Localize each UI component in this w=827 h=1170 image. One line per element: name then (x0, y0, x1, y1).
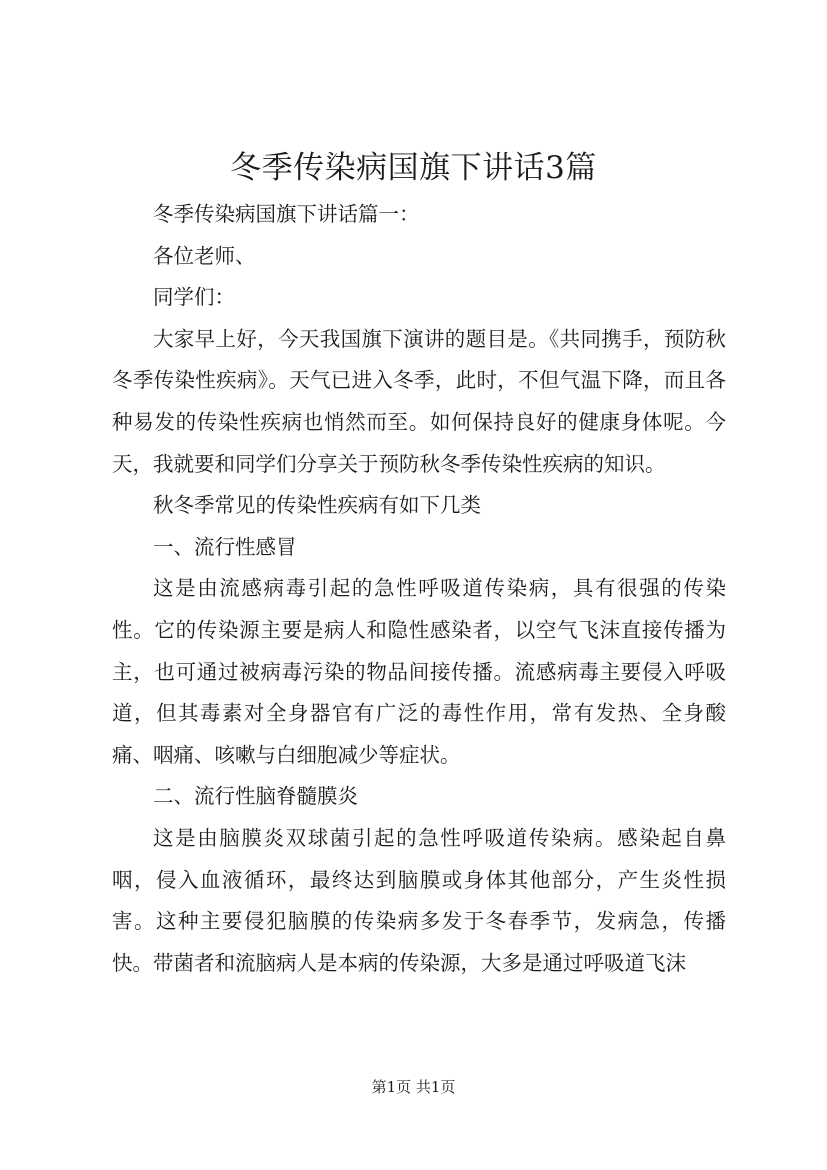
document-title: 冬季传染病国旗下讲话3篇 (230, 150, 597, 186)
document-body (112, 194, 726, 984)
heading-meningitis: 二、流行性脑脊髓膜炎 (153, 784, 358, 809)
page-footer: 第1页 共1页 (371, 1078, 456, 1096)
paragraph-section-heading: 冬季传染病国旗下讲话篇一： (153, 202, 420, 226)
paragraph-salutation-students: 同学们： (153, 285, 235, 310)
paragraph-salutation-teachers: 各位老师、 (153, 243, 256, 268)
paragraph-intro: 大家早上好，今天我国旗下演讲的题目是。《共同携手，预防秋冬季传染性疾病》。天气已进入冬季，此时，不但气温下降，而且各种易发的传染性疾病也悄然而至。如何保持良好的健康身体呢。今天，我就要和同学们分享关于预防秋冬季传染性疾病的知识。 (112, 326, 726, 476)
paragraph-categories-lead: 秋冬季常见的传染性疾病有如下几类 (153, 493, 481, 518)
heading-influenza: 一、流行性感冒 (153, 534, 297, 559)
paragraph-influenza: 这是由流感病毒引起的急性呼吸道传染病，具有很强的传染性。它的传染源主要是病人和隐性感染者，以空气飞沫直接传播为主，也可通过被病毒污染的物品间接传播。流感病毒主要侵入呼吸道，但其毒素对全身器官有广泛的毒性作用，常有发热、全身酸痛、咽痛、咳嗽与白细胞减少等症状。 (112, 576, 726, 767)
paragraph-meningitis: 这是由脑膜炎双球菌引起的急性呼吸道传染病。感染起自鼻咽，侵入血液循环，最终达到脑膜或身体其他部分，产生炎性损害。这种主要侵犯脑膜的传染病多发于冬春季节，发病急，传播快。带菌者和流脑病人是本病的传染源，大多是通过呼吸道飞沫 (112, 825, 726, 975)
